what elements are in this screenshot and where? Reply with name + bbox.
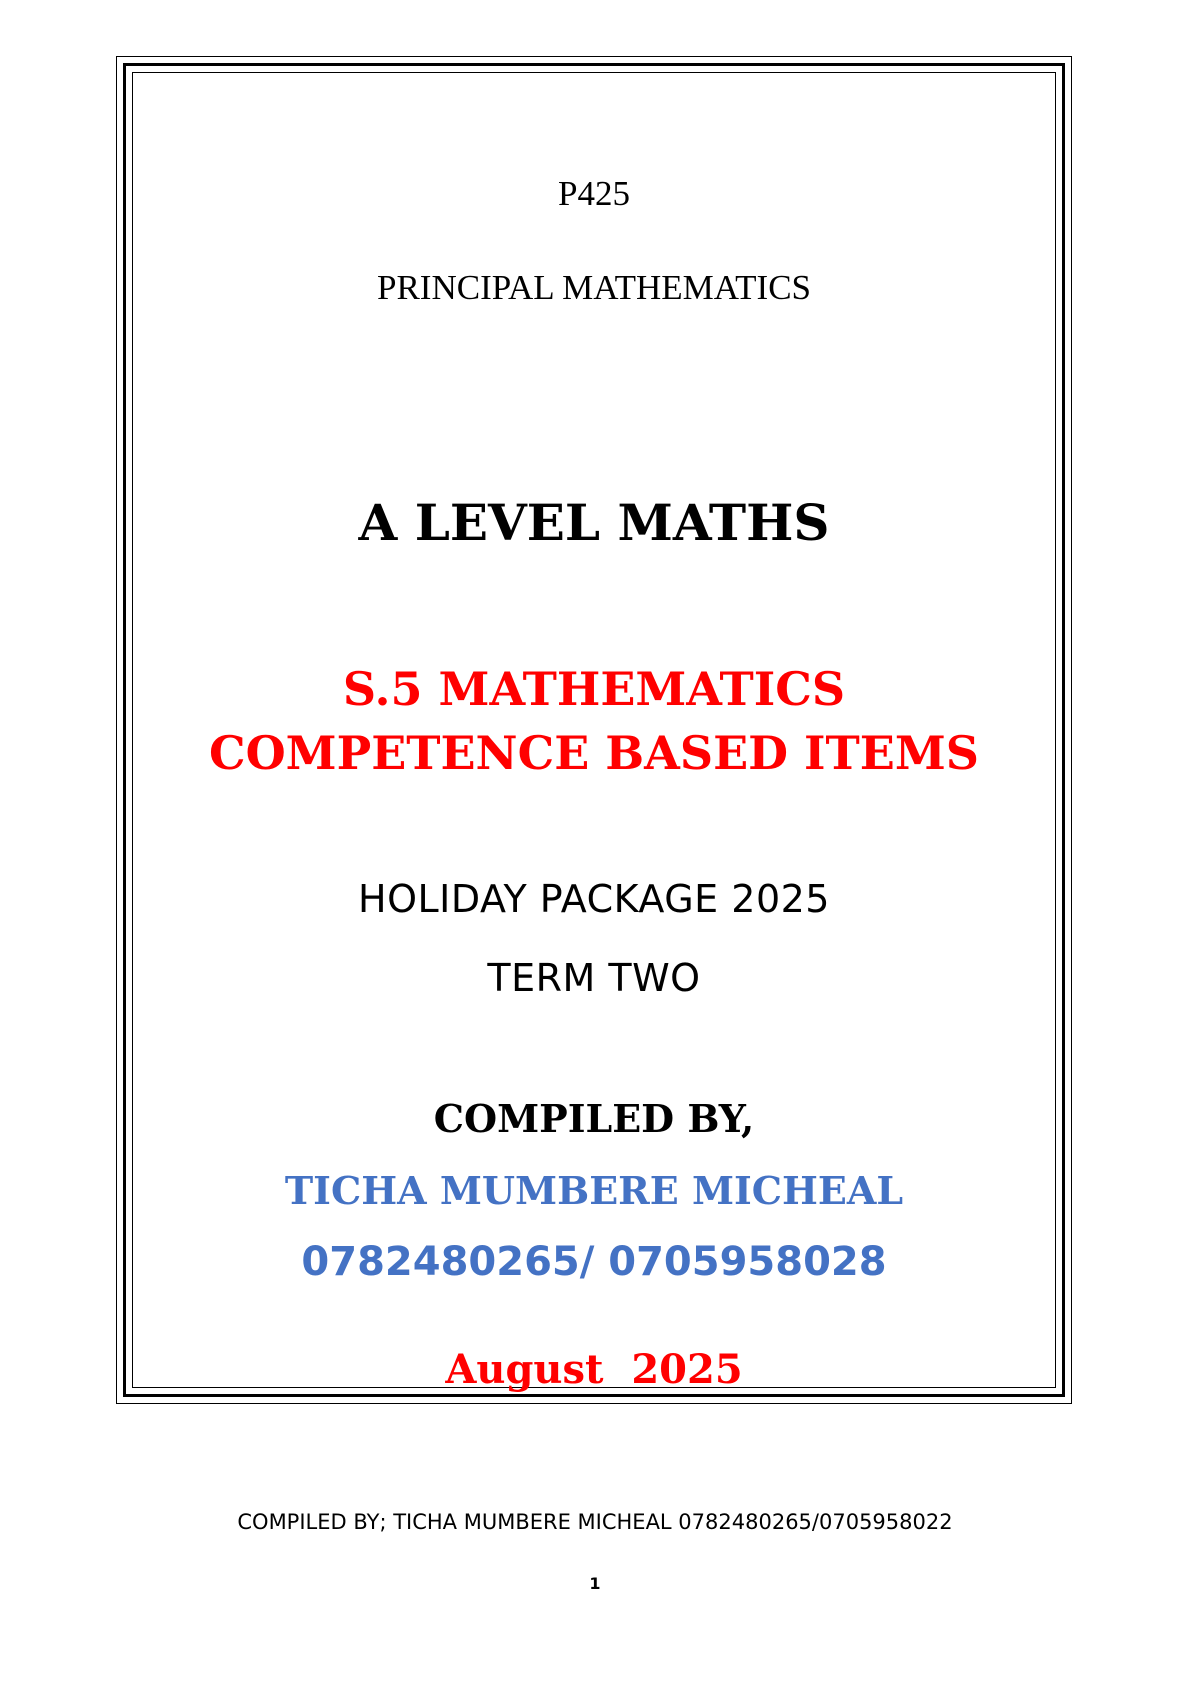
headline-line-2: COMPETENCE BASED ITEMS (209, 726, 979, 780)
level-title: A LEVEL MATHS (358, 493, 830, 552)
headline-line-1: S.5 MATHEMATICS (342, 662, 846, 716)
subject-title: PRINCIPAL MATHEMATICS (376, 268, 811, 307)
package-title: HOLIDAY PACKAGE 2025 (358, 877, 830, 921)
term-label: TERM TWO (487, 956, 701, 1000)
page-number: 1 (589, 1574, 601, 1593)
paper-code: P425 (558, 174, 630, 213)
page-footer: COMPILED BY; TICHA MUMBERE MICHEAL 0782480265/0705958022 (237, 1510, 953, 1534)
publication-date: August 2025 (445, 1346, 743, 1393)
author-name: TICHA MUMBERE MICHEAL (284, 1168, 904, 1213)
author-phones: 0782480265/ 0705958028 (301, 1239, 887, 1285)
compiled-by-label: COMPILED BY, (433, 1096, 755, 1141)
